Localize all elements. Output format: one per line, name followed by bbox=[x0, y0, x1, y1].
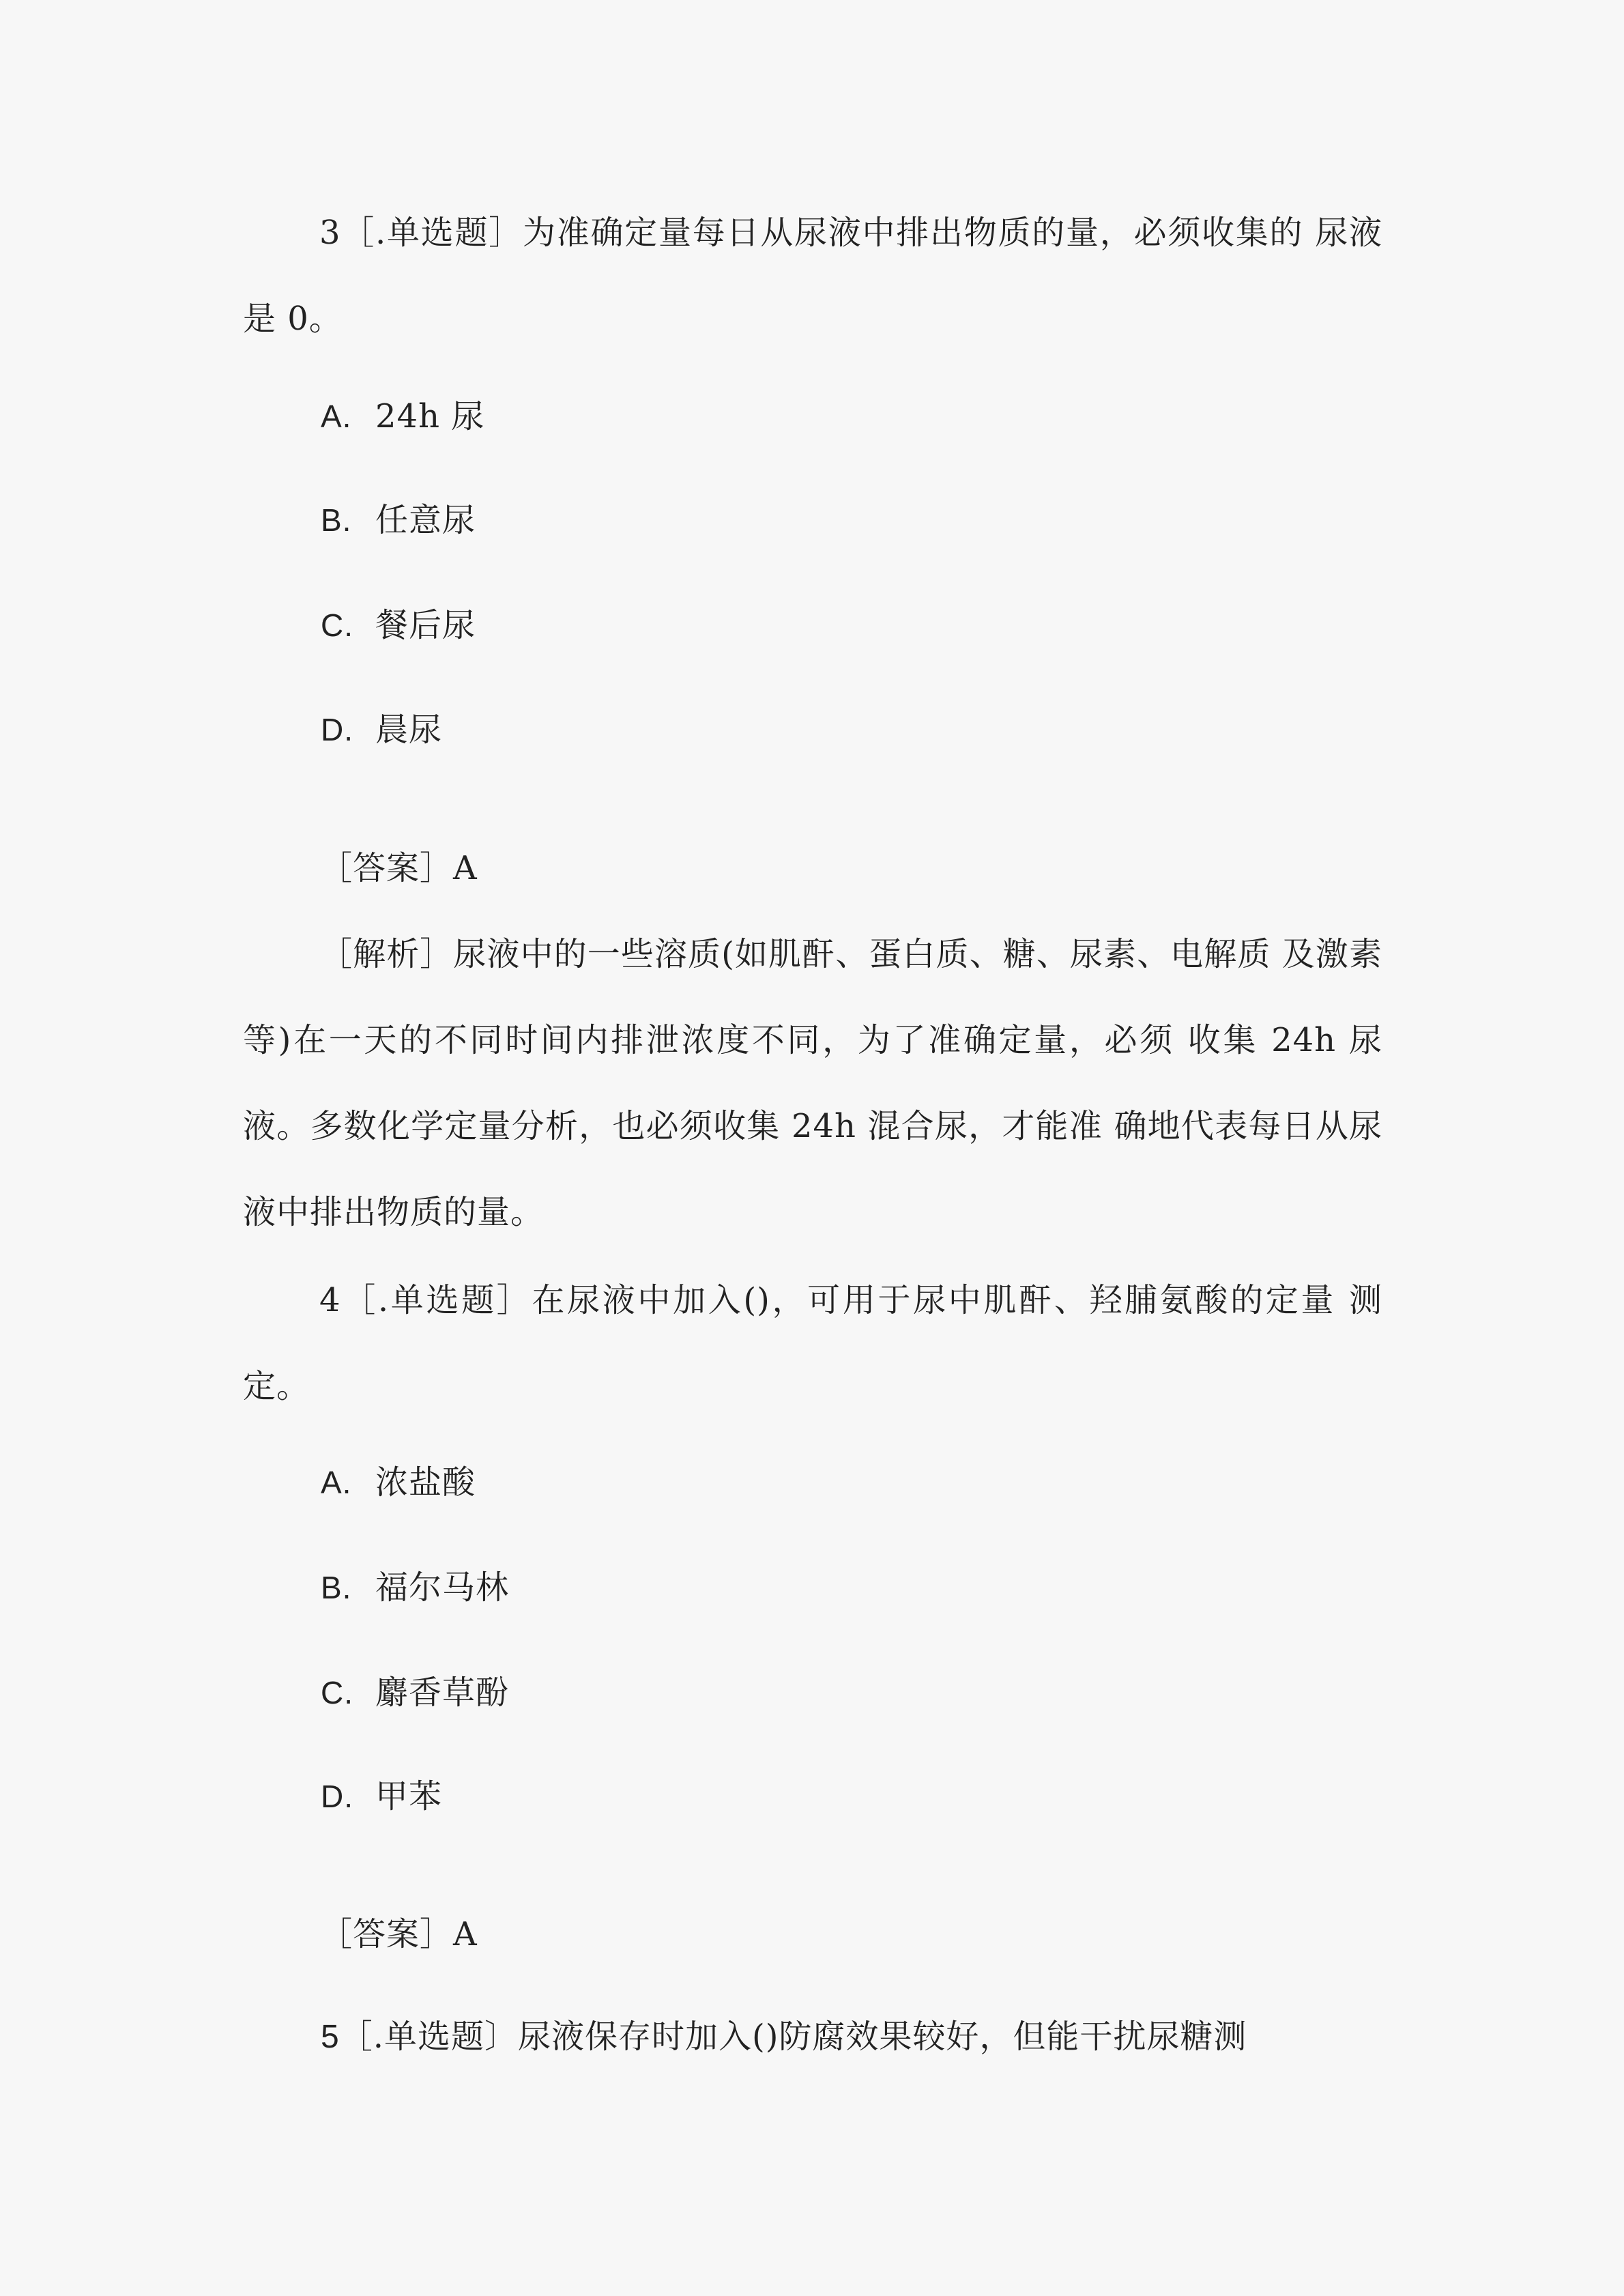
question-4-option-b bbox=[321, 1566, 509, 1609]
option-letter: C. bbox=[321, 607, 353, 643]
question-3-option-a bbox=[321, 394, 484, 438]
question-3-answer: ［答案］A bbox=[319, 849, 478, 887]
option-text: 餐后尿 bbox=[375, 606, 476, 644]
option-text: 麝香草酚 bbox=[375, 1674, 510, 1712]
option-letter: B. bbox=[321, 502, 352, 538]
question-3-stem: 3［.单选题］为准确定量每日从尿液中排出物质的量，必须收集的 尿液是 0。 bbox=[243, 214, 1382, 338]
question-4-answer: ［答案］A bbox=[319, 1915, 478, 1953]
question-3-option-b bbox=[321, 498, 476, 542]
question-4-option-c bbox=[321, 1671, 509, 1714]
option-letter: A. bbox=[321, 399, 352, 434]
question-3-option-d bbox=[321, 708, 442, 751]
option-letter: D. bbox=[321, 1779, 353, 1814]
option-text: 24h 尿 bbox=[375, 397, 485, 435]
option-text: 福尔马林 bbox=[375, 1568, 510, 1607]
option-letter: B. bbox=[321, 1570, 352, 1605]
option-text: 晨尿 bbox=[375, 711, 443, 749]
question-5-text: ［.单选题〕尿液保存时加入()防腐效果较好，但能干扰尿糖测 bbox=[339, 2018, 1247, 2056]
option-text: 浓盐酸 bbox=[375, 1463, 476, 1502]
option-letter: A. bbox=[321, 1465, 352, 1500]
option-text: 甲苯 bbox=[375, 1777, 443, 1816]
option-letter: D. bbox=[321, 712, 353, 747]
question-4-stem: 4［.单选题］在尿液中加入()，可用于尿中肌酐、羟脯氨酸的定量 测定。 bbox=[243, 1281, 1382, 1405]
question-3-option-c bbox=[321, 603, 476, 647]
option-letter: C. bbox=[321, 1675, 353, 1710]
option-text: 任意尿 bbox=[375, 501, 476, 539]
question-5-stem bbox=[321, 2015, 1247, 2059]
question-3-analysis: ［解析］尿液中的一些溶质(如肌酐、蛋白质、糖、尿素、电解质 及激素等)在一天的不同时间内排泄浓度不同，为了准确定量，必须 收集 24h 尿液。多数化学定量分析，也必须收集 24h 混合尿，才能准 确地代表每日从尿液中排出物质的量。 bbox=[243, 935, 1382, 1231]
question-4-option-d bbox=[321, 1775, 442, 1818]
question-4-option-a bbox=[321, 1461, 476, 1504]
question-5-number: 5 bbox=[321, 2019, 340, 2055]
